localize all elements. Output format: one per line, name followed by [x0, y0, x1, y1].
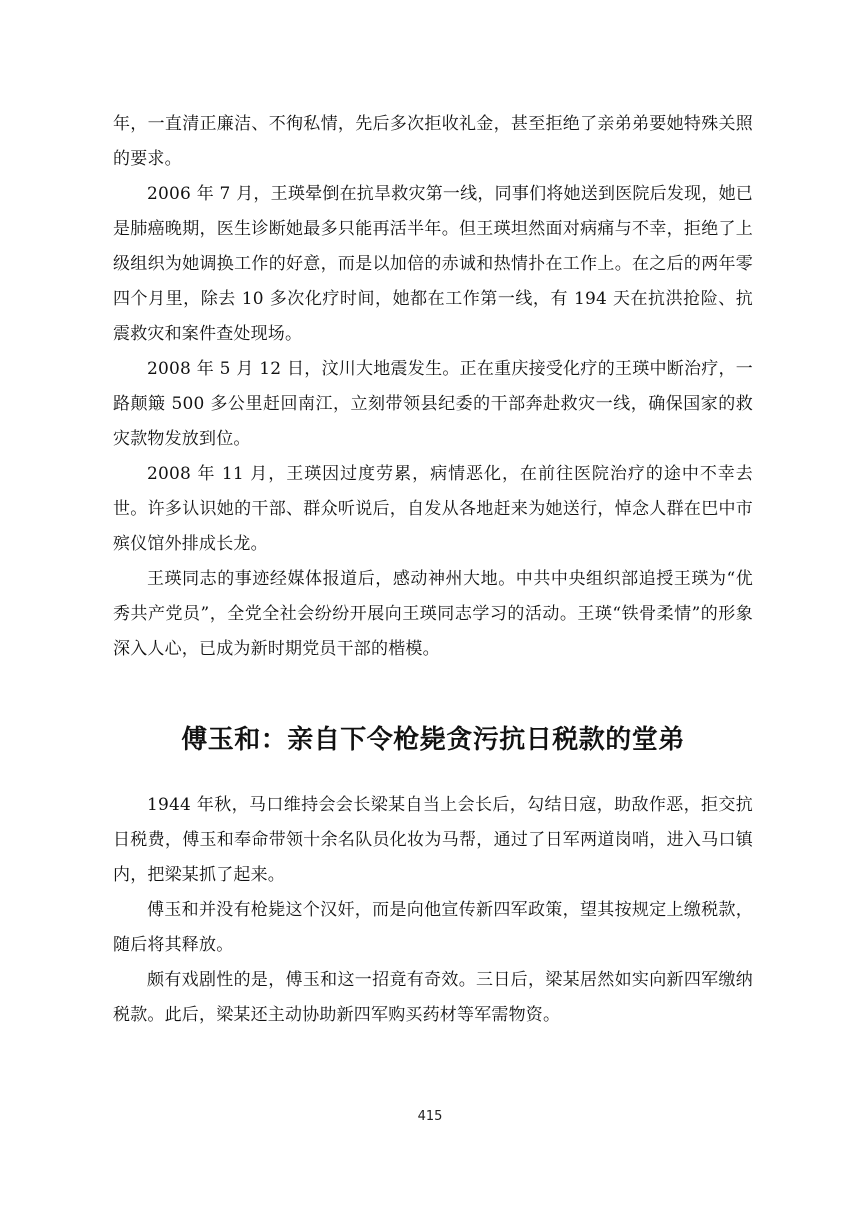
section-heading: 傅玉和：亲自下令枪毙贪污抗日税款的堂弟: [181, 725, 685, 755]
paragraph: 王瑛同志的事迹经媒体报道后，感动神州大地。中共中央组织部追授王瑛为“优秀共产党员”，全党全社会纷纷开展向王瑛同志学习的活动。王瑛“铁骨柔情”的形象深入人心，已成为新时期党员干部的楷模。: [113, 569, 753, 659]
paragraph-continued: 年，一直清正廉洁、不徇私情，先后多次拒收礼金，甚至拒绝了亲弟弟要她特殊关照的要求。: [113, 114, 753, 169]
paragraph: 傅玉和并没有枪毙这个汉奸，而是向他宣传新四军政策，望其按规定上缴税款，随后将其释放。: [113, 900, 753, 955]
paragraph: 2008 年 5 月 12 日，汶川大地震发生。正在重庆接受化疗的王瑛中断治疗，一路颠簸 500 多公里赶回南江，立刻带领县纪委的干部奔赴救灾一线，确保国家的救灾款物发放到位。: [113, 359, 753, 449]
page-number: 415: [417, 1109, 443, 1124]
paragraph: 2006 年 7 月，王瑛晕倒在抗旱救灾第一线，同事们将她送到医院后发现，她已是肺癌晚期，医生诊断她最多只能再活半年。但王瑛坦然面对病痛与不幸，拒绝了上级组织为她调换工作的好意，而是以加倍的赤诚和热情扑在工作上。在之后的两年零四个月里，除去 10 多次化疗时间，她都在工作第一线，有 194 天在抗洪抢险、抗震救灾和案件查处现场。: [113, 184, 753, 344]
section-fu-yuhe-text: [113, 788, 753, 1033]
paragraph: 颇有戏剧性的是，傅玉和这一招竟有奇效。三日后，梁某居然如实向新四军缴纳税款。此后，梁某还主动协助新四军购买药材等军需物资。: [113, 970, 753, 1025]
section-wang-ying-text: [113, 107, 753, 667]
paragraph: 1944 年秋，马口维持会会长梁某自当上会长后，勾结日寇，助敌作恶，拒交抗日税费，傅玉和奉命带领十余名队员化妆为马帮，通过了日军两道岗哨，进入马口镇内，把梁某抓了起来。: [113, 795, 753, 885]
paragraph: 2008 年 11 月，王瑛因过度劳累，病情恶化，在前往医院治疗的途中不幸去世。许多认识她的干部、群众听说后，自发从各地赶来为她送行，悼念人群在巴中市殡仪馆外排成长龙。: [113, 464, 753, 554]
